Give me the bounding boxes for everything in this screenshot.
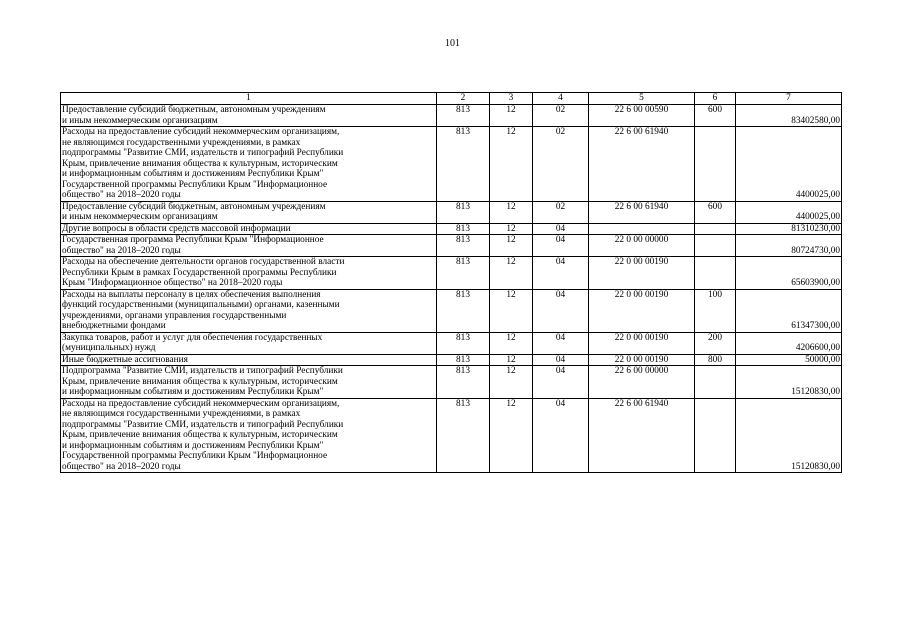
row-description: Предоставление субсидий бюджетным, автономным учреждениям и иным некоммерческим организациям: [61, 201, 437, 223]
row-target-article: 22 6 00 61940: [589, 127, 695, 202]
row-amount: 61347300,00: [736, 289, 842, 332]
header-row: [61, 93, 842, 105]
row-description: Расходы на выплаты персоналу в целях обеспечения выполнения функций государственными (муниципальными) органами, казенными учреждениями, органами управления государственными внебюджетными фондами: [61, 289, 437, 332]
table-row: [61, 366, 842, 399]
row-expense-type: [695, 366, 736, 399]
row-section-code: 12: [490, 235, 533, 257]
row-subsection-code: 02: [533, 127, 589, 202]
row-target-article: 22 0 00 00000: [589, 235, 695, 257]
row-section-code: 12: [490, 201, 533, 223]
row-target-article: 22 6 00 00000: [589, 366, 695, 399]
row-ministry-code: 813: [437, 105, 490, 127]
row-ministry-code: 813: [437, 332, 490, 354]
row-description: Другие вопросы в области средств массовой информации: [61, 223, 437, 235]
row-subsection-code: 04: [533, 235, 589, 257]
row-description: Государственная программа Республики Крым "Информационное общество" на 2018–2020 годы: [61, 235, 437, 257]
row-section-code: 12: [490, 223, 533, 235]
row-ministry-code: 813: [437, 289, 490, 332]
column-number-7: 7: [736, 93, 842, 105]
row-amount: 83402580,00: [736, 105, 842, 127]
row-target-article: 22 6 00 61940: [589, 201, 695, 223]
row-subsection-code: 02: [533, 105, 589, 127]
row-description: Подпрограмма "Развитие СМИ, издательств и типографий Республики Крым, привлечение внимания общества к культурным, историческим и информационным событиям и достижениям Республики Крым": [61, 366, 437, 399]
row-description: Предоставление субсидий бюджетным, автономным учреждениям и иным некоммерческим организациям: [61, 105, 437, 127]
row-expense-type: [695, 235, 736, 257]
row-target-article: 22 0 00 00190: [589, 289, 695, 332]
row-ministry-code: 813: [437, 127, 490, 202]
row-subsection-code: 04: [533, 366, 589, 399]
table-row: [61, 127, 842, 202]
row-expense-type: [695, 257, 736, 290]
row-expense-type: [695, 398, 736, 473]
column-number-4: 4: [533, 93, 589, 105]
row-target-article: 22 0 00 00190: [589, 257, 695, 290]
row-description: Иные бюджетные ассигнования: [61, 354, 437, 366]
row-target-article: [589, 223, 695, 235]
row-expense-type: 800: [695, 354, 736, 366]
row-section-code: 12: [490, 105, 533, 127]
row-expense-type: 600: [695, 201, 736, 223]
row-ministry-code: 813: [437, 201, 490, 223]
row-section-code: 12: [490, 354, 533, 366]
row-section-code: 12: [490, 332, 533, 354]
table-row: [61, 332, 842, 354]
row-target-article: 22 0 00 00190: [589, 354, 695, 366]
table-row: [61, 105, 842, 127]
table-row: [61, 257, 842, 290]
row-ministry-code: 813: [437, 223, 490, 235]
column-number-1: 1: [61, 93, 437, 105]
row-section-code: 12: [490, 398, 533, 473]
table-body: [61, 105, 842, 473]
column-number-5: 5: [589, 93, 695, 105]
table-row: [61, 289, 842, 332]
table-row: [61, 235, 842, 257]
row-ministry-code: 813: [437, 366, 490, 399]
table-row: [61, 398, 842, 473]
row-description: Закупка товаров, работ и услуг для обеспечения государственных (муниципальных) нужд: [61, 332, 437, 354]
row-expense-type: 100: [695, 289, 736, 332]
row-ministry-code: 813: [437, 257, 490, 290]
row-amount: 15120830,00: [736, 366, 842, 399]
row-section-code: 12: [490, 289, 533, 332]
row-subsection-code: 04: [533, 289, 589, 332]
row-section-code: 12: [490, 257, 533, 290]
table-row: [61, 223, 842, 235]
column-number-2: 2: [437, 93, 490, 105]
row-section-code: 12: [490, 127, 533, 202]
row-subsection-code: 04: [533, 257, 589, 290]
row-ministry-code: 813: [437, 354, 490, 366]
row-amount: 50000,00: [736, 354, 842, 366]
row-amount: 80724730,00: [736, 235, 842, 257]
row-section-code: 12: [490, 366, 533, 399]
row-expense-type: [695, 127, 736, 202]
row-description: Расходы на обеспечение деятельности органов государственной власти Республики Крым в рамках Государственной программы Республики Крым "Информационное общество" на 2018–2020 годы: [61, 257, 437, 290]
row-ministry-code: 813: [437, 398, 490, 473]
column-number-6: 6: [695, 93, 736, 105]
row-expense-type: 600: [695, 105, 736, 127]
row-subsection-code: 04: [533, 332, 589, 354]
row-subsection-code: 02: [533, 201, 589, 223]
row-subsection-code: 04: [533, 223, 589, 235]
row-amount: 4400025,00: [736, 127, 842, 202]
row-expense-type: [695, 223, 736, 235]
row-amount: 4206600,00: [736, 332, 842, 354]
row-amount: 4400025,00: [736, 201, 842, 223]
row-expense-type: 200: [695, 332, 736, 354]
row-target-article: 22 6 00 61940: [589, 398, 695, 473]
row-description: Расходы на предоставление субсидий некоммерческим организациям, не являющимся государственными учреждениями, в рамках подпрограммы "Развитие СМИ, издательств и типографий Республики Крым, привлечение внимания общества к культурным, историческим и информационным событиям и достижениям Республики Крым" Государственной программы Республики Крым "Информационное общество" на 2018–2020 годы: [61, 127, 437, 202]
page-number: 101: [445, 38, 460, 49]
row-description: Расходы на предоставление субсидий некоммерческим организациям, не являющимся государственными учреждениями, в рамках подпрограммы "Развитие СМИ, издательств и типографий Республики Крым, привлечение внимания общества к культурным, историческим и информационным событиям и достижениям Республики Крым" Государственной программы Республики Крым "Информационное общество" на 2018–2020 годы: [61, 398, 437, 473]
table-row: [61, 354, 842, 366]
column-number-3: 3: [490, 93, 533, 105]
row-amount: 81310230,00: [736, 223, 842, 235]
row-target-article: 22 0 00 00190: [589, 332, 695, 354]
row-subsection-code: 04: [533, 398, 589, 473]
row-amount: 65603900,00: [736, 257, 842, 290]
table-row: [61, 201, 842, 223]
row-amount: 15120830,00: [736, 398, 842, 473]
row-target-article: 22 6 00 00590: [589, 105, 695, 127]
row-subsection-code: 04: [533, 354, 589, 366]
row-ministry-code: 813: [437, 235, 490, 257]
budget-table: [60, 92, 842, 473]
